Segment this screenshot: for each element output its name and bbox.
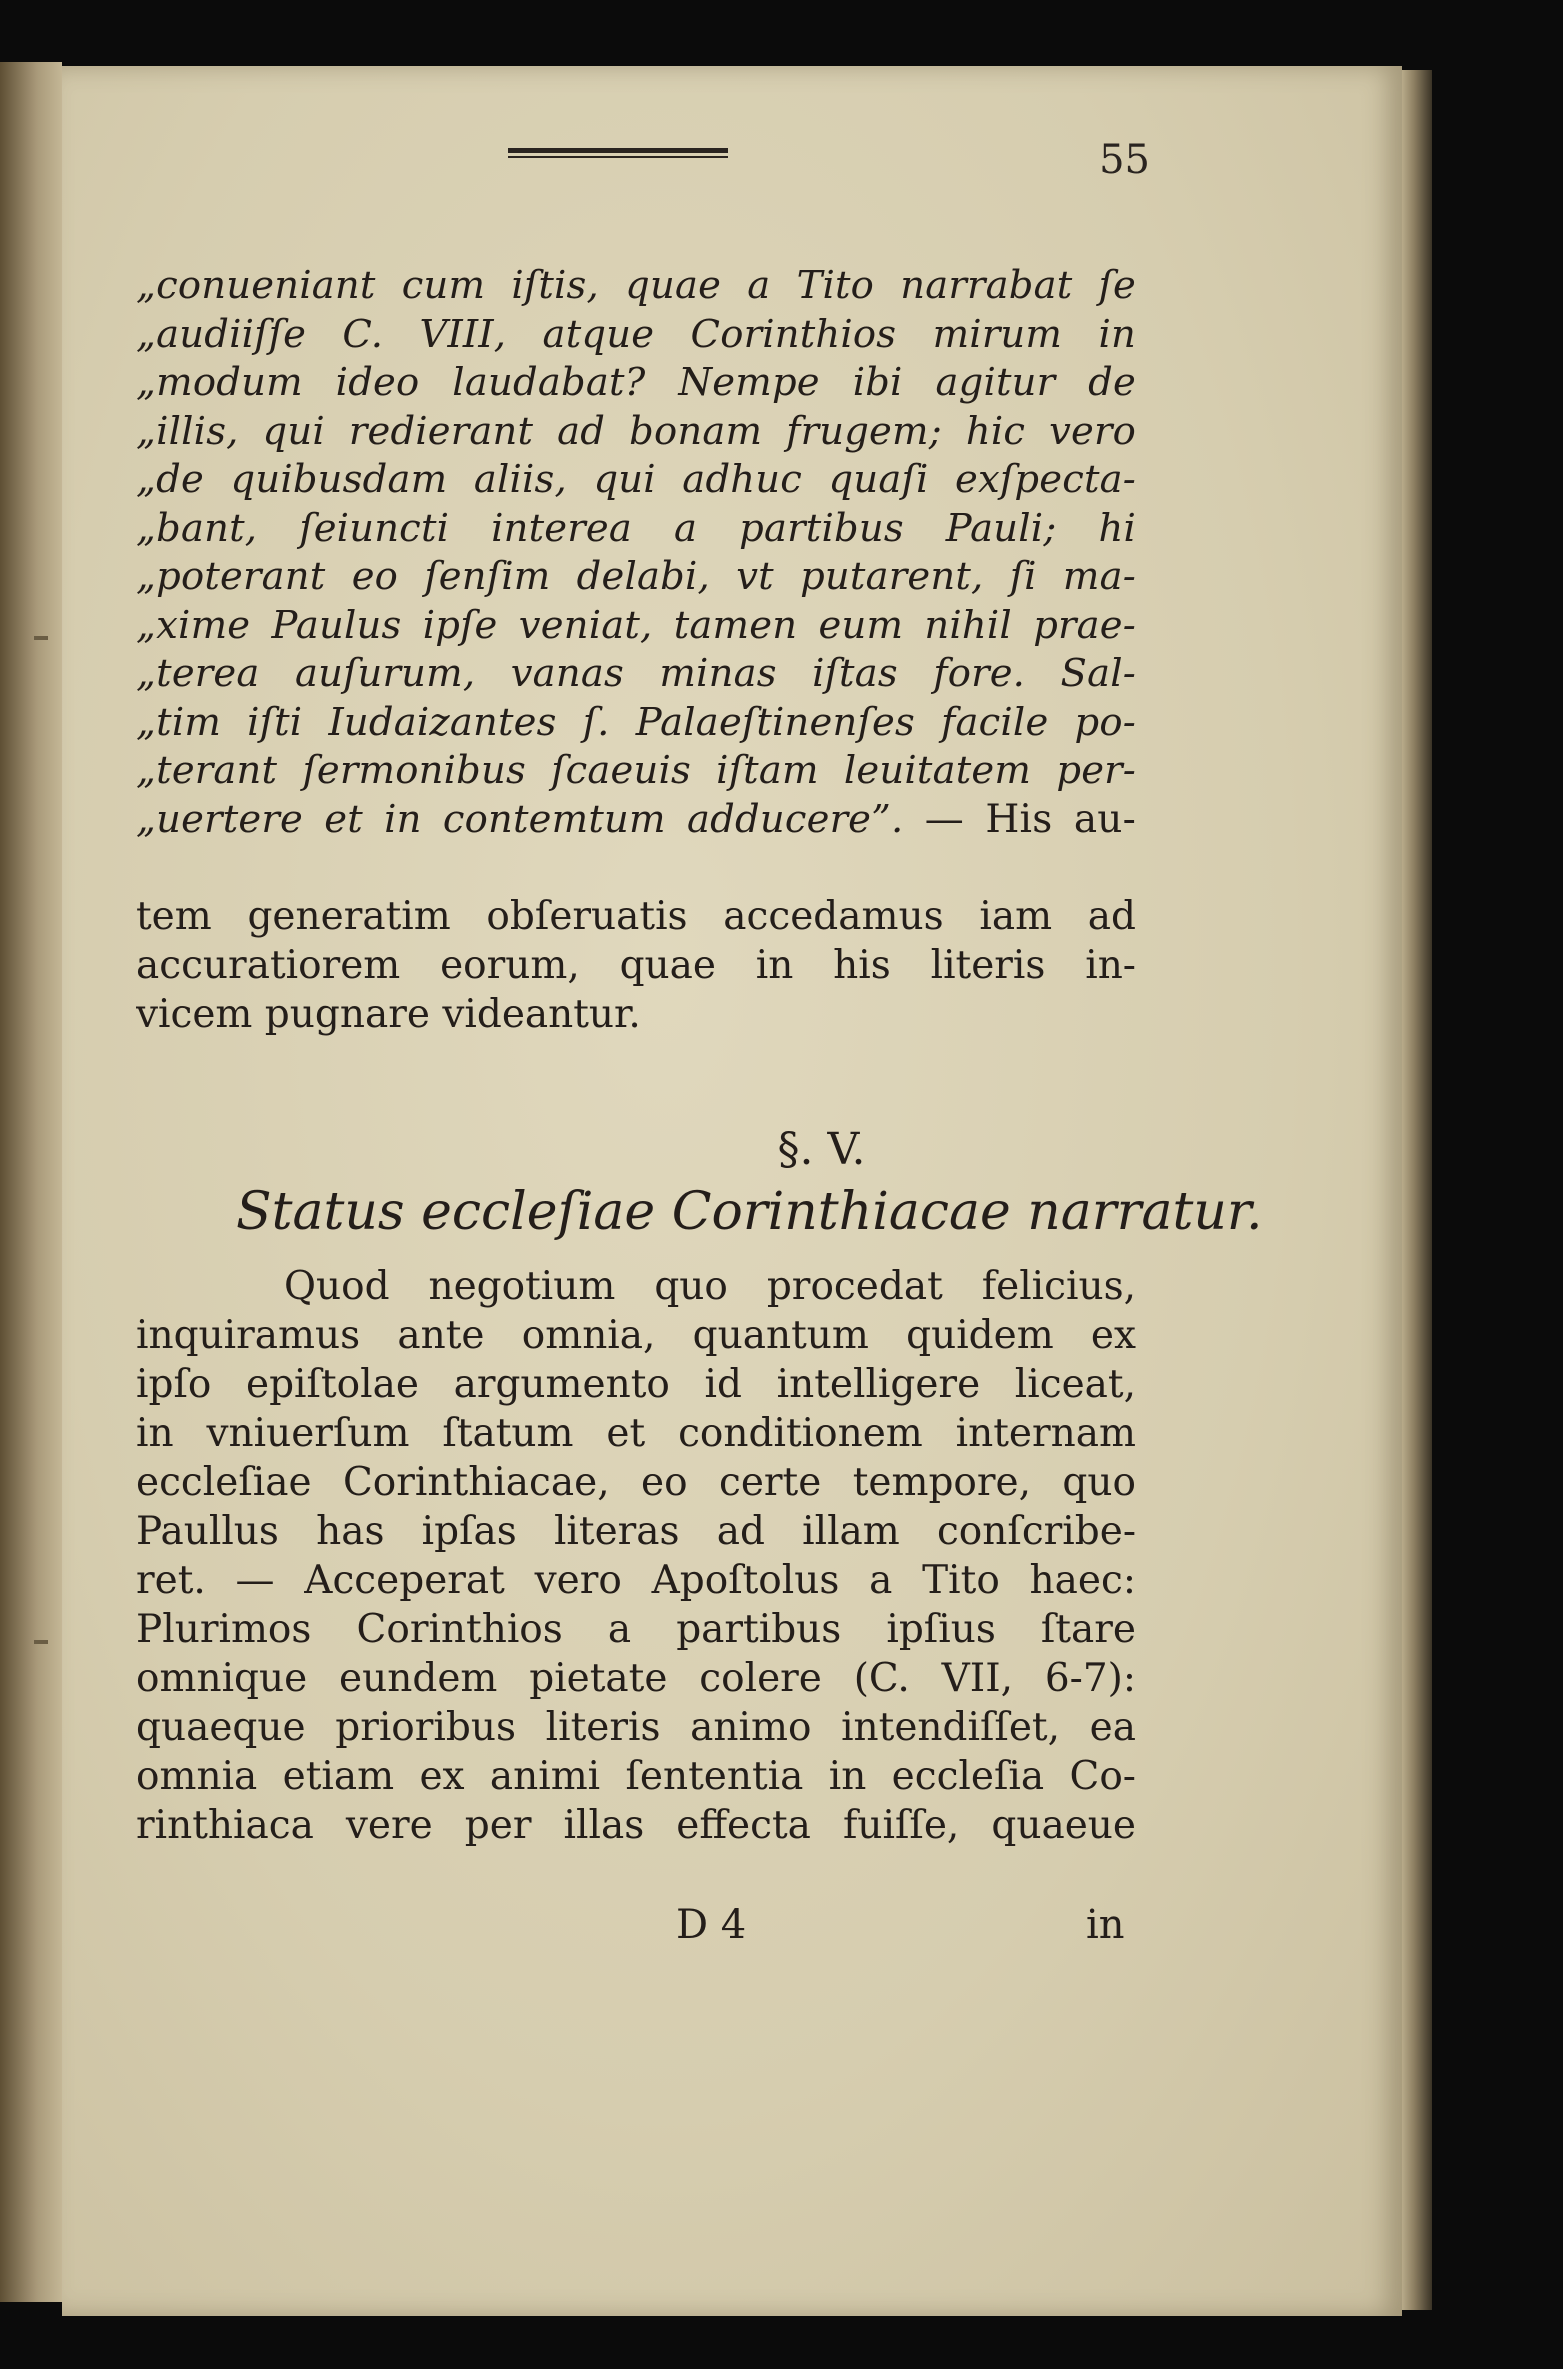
text-line: inquiramus ante omnia, quantum quidem ex xyxy=(136,1313,1136,1358)
text-line: accuratiorem eorum, quae in his literis in- xyxy=(136,943,1136,988)
text-line: rinthiaca vere per illas effecta fuiſſe, quaeue xyxy=(136,1803,1136,1848)
text-line: Quod negotium quo procedat felicius, xyxy=(284,1264,1136,1309)
quotation-block xyxy=(136,262,1136,844)
text-line: „poterant eo ſenſim delabi, vt putarent, ſi ma- xyxy=(136,554,1136,599)
text-line: in vniuerſum ſtatum et conditionem internam xyxy=(136,1411,1136,1456)
text-line: „modum ideo laudabat? Nempe ibi agitur de xyxy=(136,360,1136,405)
text-line: „terea auſurum, vanas minas iſtas fore. Sal- xyxy=(136,651,1136,696)
paragraph-continuation xyxy=(136,892,1136,1039)
text-line: „illis, qui redierant ad bonam frugem; hic vero xyxy=(136,408,1136,454)
text-line: „bant, ſeiuncti interea a partibus Pauli; hi xyxy=(136,505,1136,551)
header-rule xyxy=(508,148,728,158)
page-number: 55 xyxy=(1099,137,1150,183)
margin-mark xyxy=(34,636,48,640)
catchword: in xyxy=(1086,1902,1125,1948)
text-line: „conueniant cum iſtis, quae a Tito narrabat ſe xyxy=(136,263,1136,308)
text-line-mixed xyxy=(136,796,1136,845)
text-line: quaeque prioribus literis animo intendiſſet, ea xyxy=(136,1705,1136,1750)
quote-end-italic: „uertere et in contemtum adducere”. xyxy=(136,796,904,842)
signature-mark: D 4 xyxy=(676,1902,747,1948)
section-title: Status eccleſiae Corinthiacae narratur. xyxy=(236,1182,1263,1242)
text-line: ret. — Acceperat vero Apoſtolus a Tito haec: xyxy=(136,1558,1136,1603)
book-spine xyxy=(0,62,62,2302)
page-edge xyxy=(1402,70,1432,2310)
text-line: Plurimos Corinthios a partibus ipſius ſtare xyxy=(136,1607,1136,1652)
text-line: Paullus has ipſas literas ad illam conſcribe- xyxy=(136,1509,1136,1554)
text-line: tem generatim obſeruatis accedamus iam ad xyxy=(136,894,1136,939)
section-body xyxy=(136,1262,1136,1850)
text-line: omnia etiam ex animi ſententia in eccleſia Co- xyxy=(136,1754,1136,1799)
section-heading-number: §. V. xyxy=(777,1124,866,1175)
text-line: „audiiſſe C. VIII, atque Corinthios mirum in xyxy=(136,311,1136,357)
margin-mark xyxy=(34,1640,48,1644)
text-line: „de quibusdam aliis, qui adhuc quaſi exſpecta- xyxy=(136,457,1136,502)
text-line: „xime Paulus ipſe veniat, tamen eum nihil prae- xyxy=(136,602,1136,648)
text-line: omnique eundem pietate colere (C. VII, 6-7): xyxy=(136,1656,1136,1701)
text-line: ipſo epiſtolae argumento id intelligere liceat, xyxy=(136,1362,1136,1407)
text-line: vicem pugnare videantur. xyxy=(136,992,641,1037)
text-line: „tim iſti Iudaizantes ſ. Palaeſtinenſes facile po- xyxy=(136,699,1136,745)
quote-end-roman: — His au- xyxy=(924,796,1136,842)
text-line: „terant ſermonibus ſcaeuis iſtam leuitatem per- xyxy=(136,748,1136,793)
text-line: eccleſiae Corinthiacae, eo certe tempore, quo xyxy=(136,1460,1136,1505)
